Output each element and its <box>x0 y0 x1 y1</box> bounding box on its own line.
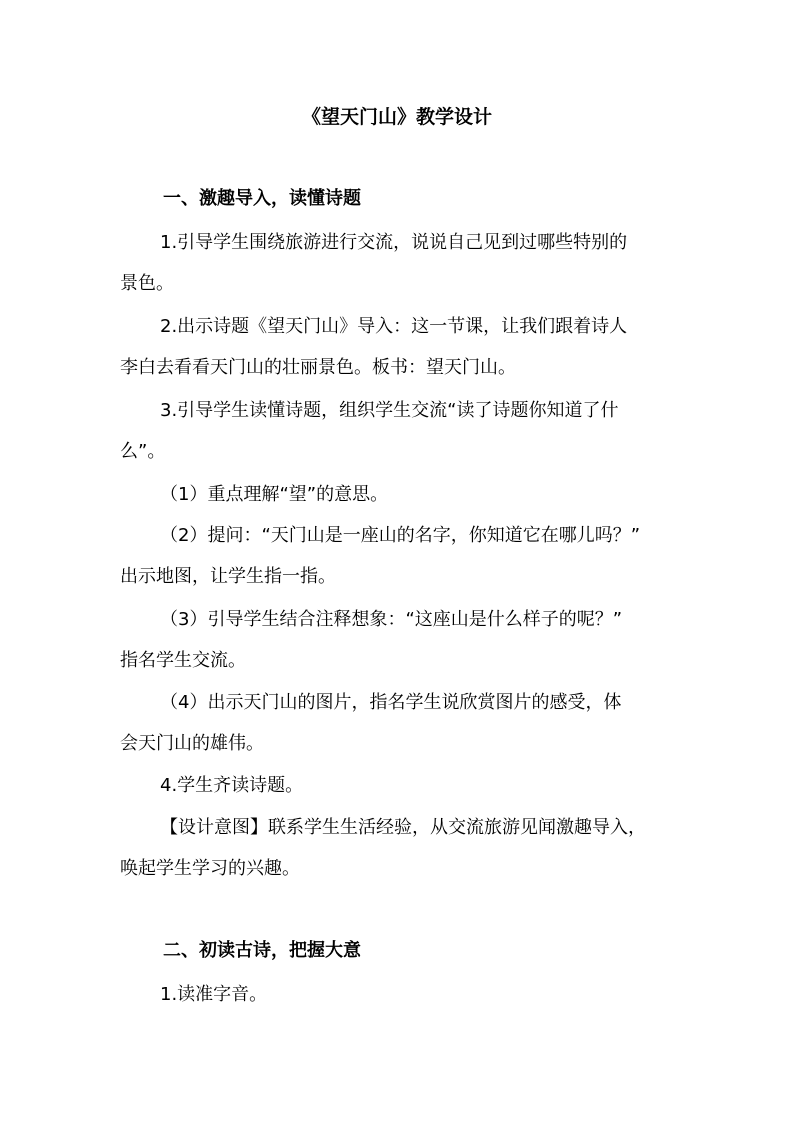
paragraph-line: 么”。 <box>120 441 166 462</box>
paragraph-line: 1.引导学生围绕旅游进行交流，说说自己见到过哪些特别的 <box>160 232 628 253</box>
paragraph-line: 唤起学生学习的兴趣。 <box>120 858 300 879</box>
section-heading-1: 一、激趣导入，读懂诗题 <box>163 188 361 209</box>
paragraph-line: （1）重点理解“望”的意思。 <box>160 484 389 505</box>
paragraph-line: 1.读准字音。 <box>160 984 268 1005</box>
paragraph-line: （4）出示天门山的图片，指名学生说欣赏图片的感受，体 <box>160 692 622 713</box>
paragraph-line: 出示地图，让学生指一指。 <box>120 566 336 587</box>
paragraph-line: 3.引导学生读懂诗题，组织学生交流“读了诗题你知道了什 <box>160 400 619 421</box>
paragraph-line: 4.学生齐读诗题。 <box>160 775 304 796</box>
paragraph-line: （2）提问：“天门山是一座山的名字，你知道它在哪儿吗？” <box>160 525 641 546</box>
paragraph-line: 景色。 <box>120 273 174 294</box>
paragraph-line: 李白去看看天门山的壮丽景色。板书：望天门山。 <box>120 357 516 378</box>
paragraph-line: 会天门山的雄伟。 <box>120 733 264 754</box>
paragraph-line: 2.出示诗题《望天门山》导入：这一节课，让我们跟着诗人 <box>160 316 628 337</box>
paragraph-line: 指名学生交流。 <box>120 650 246 671</box>
document-title: 《望天门山》教学设计 <box>301 106 492 128</box>
section-heading-2: 二、初读古诗，把握大意 <box>163 940 361 961</box>
paragraph-line: （3）引导学生结合注释想象：“这座山是什么样子的呢？” <box>160 609 623 630</box>
paragraph-line: 【设计意图】联系学生生活经验，从交流旅游见闻激趣导入， <box>160 817 646 838</box>
